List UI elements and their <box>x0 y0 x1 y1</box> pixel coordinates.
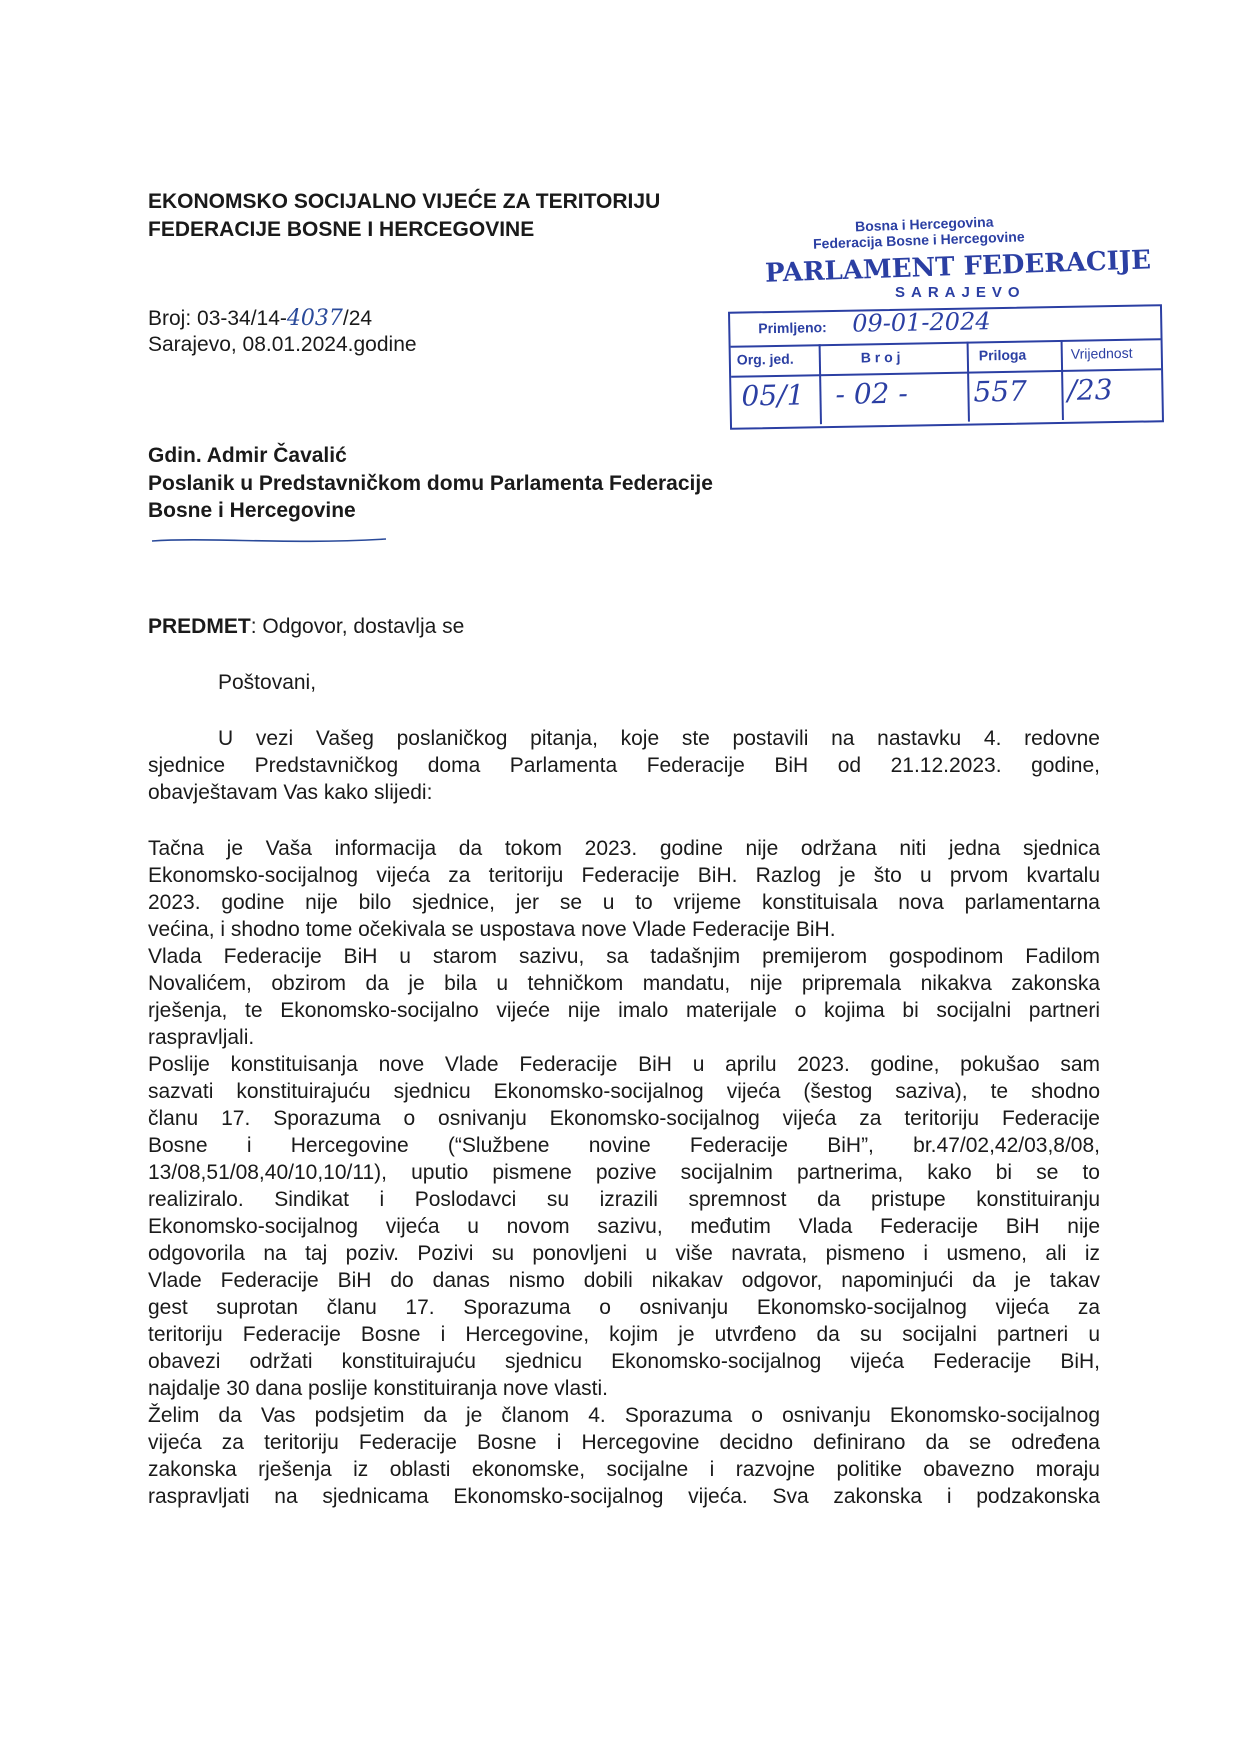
subject-label: PREDMET <box>148 615 251 638</box>
stamp-priloga-label: Priloga <box>978 346 1027 364</box>
body-line: većina, i shodno tome očekivala se uspostava nove Vlade Federacije BiH. <box>148 918 836 941</box>
body-line: raspravljati na sjednicama Ekonomsko-socijalnog vijeća. Sva zakonska i podzakonska <box>148 1485 1100 1508</box>
subject-text: : Odgovor, dostavlja se <box>250 615 465 638</box>
intro-line: sjednice Predstavničkog doma Parlamenta Federacije BiH od 21.12.2023. godine, <box>148 754 1100 777</box>
body-line: Bosne i Hercegovine (“Službene novine Federacije BiH”, br.47/02,42/03,8/08, <box>148 1134 1100 1157</box>
body-line: Vlade Federacije BiH do danas nismo dobili nikakav odgovor, napominjući da je takav <box>148 1269 1100 1292</box>
body-line: najdalje 30 dana poslije konstituiranja nove vlasti. <box>148 1377 608 1400</box>
stamp-line3: PARLAMENT FEDERACIJE <box>764 245 1152 289</box>
body-line: 13/08,51/08,40/10,10/11), uputio pismene pozive socijalnim partnerima, kako bi se to <box>148 1161 1100 1184</box>
body-line: gest suprotan članu 17. Sporazuma o osnivanju Ekonomsko-socijalnog vijeća za <box>148 1296 1100 1319</box>
body-line: Novalićem, obzirom da je bila u tehničkom mandatu, nije pripremala nikakva zakonska <box>148 972 1100 995</box>
parliament-receipt-stamp <box>725 208 1165 438</box>
body-line: rješenja, te Ekonomsko-socijalno vijeće nije imalo materijale o kojima bi socijalni partneri <box>148 999 1100 1022</box>
stamp-box <box>728 304 1164 430</box>
body-line: odgovorila na taj poziv. Pozivi su ponovljeni u više navrata, pismeno i usmeno, ali iz <box>148 1242 1100 1265</box>
stamp-vrijednost-label: Vrijednost <box>1070 344 1133 362</box>
body-line: Ekonomsko-socijalnog vijeća u novom sazivu, međutim Vlada Federacije BiH nije <box>148 1215 1100 1238</box>
stamp-priloga-value: 557 <box>973 374 1028 409</box>
body-line: vijeća za teritoriju Federacije Bosne i Hercegovine decidno definirano da se određena <box>148 1431 1100 1454</box>
recipient-name: Gdin. Admir Čavalić <box>148 444 347 467</box>
stamp-row-headers <box>731 338 1161 377</box>
intro-paragraph <box>148 725 1100 806</box>
body-line: realiziralo. Sindikat i Poslodavci su izrazili spremnost da pristupe konstituiranju <box>148 1188 1100 1211</box>
stamp-vrijednost-value: /23 <box>1067 373 1113 407</box>
org-name-line1: EKONOMSKO SOCIJALNO VIJEĆE ZA TERITORIJU <box>148 190 661 213</box>
body-line: Poslije konstituisanja nove Vlade Federacije BiH u aprilu 2023. godine, pokušao sam <box>148 1053 1100 1076</box>
body-line: Vlada Federacije BiH u starom sazivu, sa tadašnjim premijerom gospodinom Fadilom <box>148 945 1100 968</box>
stamp-broj-label: B r o j <box>860 348 901 366</box>
body-line: sazvati konstituirajuću sjednicu Ekonomsko-socijalnog vijeća (šestog saziva), te shodno <box>148 1080 1100 1103</box>
org-name-line2: FEDERACIJE BOSNE I HERCEGOVINE <box>148 218 535 241</box>
broj-handwritten: 4037 <box>286 306 343 331</box>
subject <box>148 613 464 640</box>
body-line: teritoriju Federacije Bosne i Hercegovine, kojim je utvrđeno da su socijalni partneri u <box>148 1323 1100 1346</box>
stamp-line4: SARAJEVO <box>895 284 1026 301</box>
body-text <box>148 835 1100 1510</box>
body-line: 2023. godine nije bilo sjednice, jer se u to vrijeme konstituisala nova parlamentarna <box>148 891 1100 914</box>
greeting: Poštovani, <box>218 671 317 694</box>
body-line: članu 17. Sporazuma o osnivanju Ekonomsko-socijalnog vijeća za teritoriju Federacije <box>148 1107 1100 1130</box>
body-line: obavezi održati konstituirajuću sjednicu Ekonomsko-socijalnog vijeća Federacije BiH, <box>148 1350 1100 1373</box>
body-line: Želim da Vas podsjetim da je članom 4. Sporazuma o osnivanju Ekonomsko-socijalnog <box>148 1404 1100 1427</box>
broj-suffix: /24 <box>342 307 373 330</box>
body-line: zakonska rješenja iz oblasti ekonomske, socijalne i razvojne politike obavezno moraju <box>148 1458 1100 1481</box>
recipient-title-line2: Bosne i Hercegovine <box>148 499 356 522</box>
stamp-primljeno-value: 09-01-2024 <box>851 307 991 338</box>
broj-prefix: Broj: 03-34/14- <box>148 307 287 330</box>
stamp-org-jed-label: Org. jed. <box>736 350 794 368</box>
place-date: Sarajevo, 08.01.2024.godine <box>148 333 417 356</box>
body-line: Ekonomsko-socijalnog vijeća za teritoriju Federacije BiH. Razlog je što u prvom kvartalu <box>148 864 1100 887</box>
body-line: raspravljali. <box>148 1026 255 1049</box>
stamp-broj-value: - 02 - <box>835 376 909 411</box>
reference-number <box>148 305 372 332</box>
recipient-title-line1: Poslanik u Predstavničkom domu Parlamenta Federacije <box>148 472 713 495</box>
stamp-line1: Bosna i Hercegovina <box>854 213 994 235</box>
handwritten-underline <box>150 533 390 547</box>
stamp-org-jed-value: 05/1 <box>741 378 805 413</box>
body-line: Tačna je Vaša informacija da tokom 2023. godine nije održana niti jedna sjednica <box>148 837 1100 860</box>
intro-line: U vezi Vašeg poslaničkog pitanja, koje ste postavili na nastavku 4. redovne <box>218 727 1100 750</box>
stamp-line2: Federacija Bosne i Hercegovine <box>812 228 1025 252</box>
intro-line: obavještavam Vas kako slijedi: <box>148 781 433 804</box>
stamp-primljeno-label: Primljeno: <box>758 319 827 337</box>
